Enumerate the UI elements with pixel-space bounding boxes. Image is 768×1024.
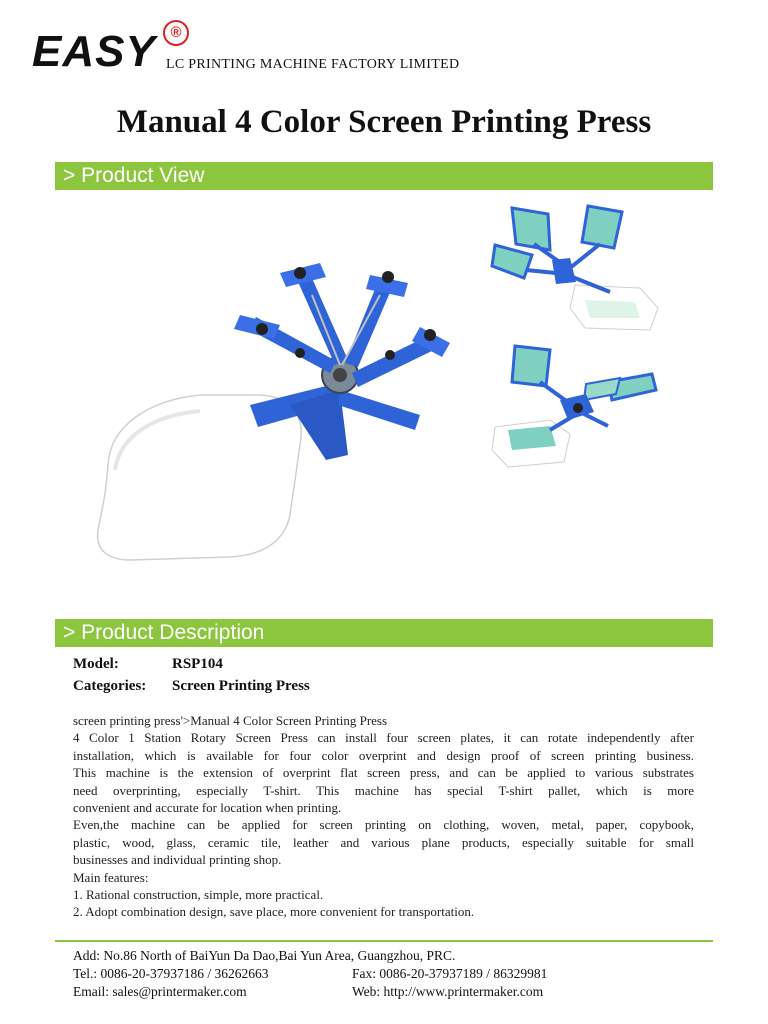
product-image-angle-1 bbox=[490, 200, 665, 335]
section-bar-product-view: > Product View bbox=[55, 162, 713, 190]
footer-fax: Fax: 0086-20-37937189 / 86329981 bbox=[352, 966, 548, 981]
description-line: Even,the machine can be applied for screen printing on clothing, woven, metal, paper, copybook, bbox=[73, 817, 694, 833]
footer-address: Add: No.86 North of BaiYun Da Dao,Bai Yun Area, Guangzhou, PRC. bbox=[73, 948, 456, 963]
section-bar-product-description: > Product Description bbox=[55, 619, 713, 647]
brand-logo: EASY bbox=[32, 27, 156, 76]
page-title: Manual 4 Color Screen Printing Press bbox=[116, 104, 652, 140]
footer-web[interactable]: Web: http://www.printermaker.com bbox=[352, 984, 544, 999]
description-line: convenient and accurate for location when printing. bbox=[73, 800, 342, 816]
model-label: Model: bbox=[73, 656, 119, 672]
registered-mark-icon: ® bbox=[163, 20, 189, 46]
breadcrumb: screen printing press'>Manual 4 Color Screen Printing Press bbox=[73, 713, 388, 728]
footer-divider bbox=[55, 940, 713, 942]
company-name: LC PRINTING MACHINE FACTORY LIMITED bbox=[166, 57, 460, 72]
category-label: Categories: bbox=[73, 678, 147, 694]
description-body bbox=[73, 712, 694, 921]
description-line: need overprinting, especially T-shirt. This machine has special T-shirt pallet, which is more bbox=[73, 782, 694, 798]
description-line: This machine is the extension of overprint flat screen press, and can be applied to various substrates bbox=[73, 765, 694, 781]
description-line: plastic, wood, glass, ceramic tile, leather and various plane products, especially suitable for small bbox=[73, 834, 694, 850]
feature-item: 2. Adopt combination design, save place, more convenient for transportation. bbox=[73, 904, 475, 920]
category-value: Screen Printing Press bbox=[172, 678, 310, 694]
description-line: businesses and individual printing shop. bbox=[73, 852, 282, 868]
model-value: RSP104 bbox=[172, 656, 223, 672]
feature-item: 1. Rational construction, simple, more practical. bbox=[73, 887, 324, 903]
product-image-angle-2 bbox=[490, 342, 665, 472]
description-line: 4 Color 1 Station Rotary Screen Press can install four screen plates, it can rotate independently after bbox=[73, 730, 694, 746]
features-title: Main features: bbox=[73, 869, 149, 885]
footer-tel: Tel.: 0086-20-37937186 / 36262663 bbox=[73, 966, 269, 981]
description-line: installation, which is available for four color overprint and design proof of screen printing business. bbox=[73, 747, 694, 763]
main-product-image bbox=[90, 255, 480, 585]
footer-email[interactable]: Email: sales@printermaker.com bbox=[73, 984, 247, 999]
